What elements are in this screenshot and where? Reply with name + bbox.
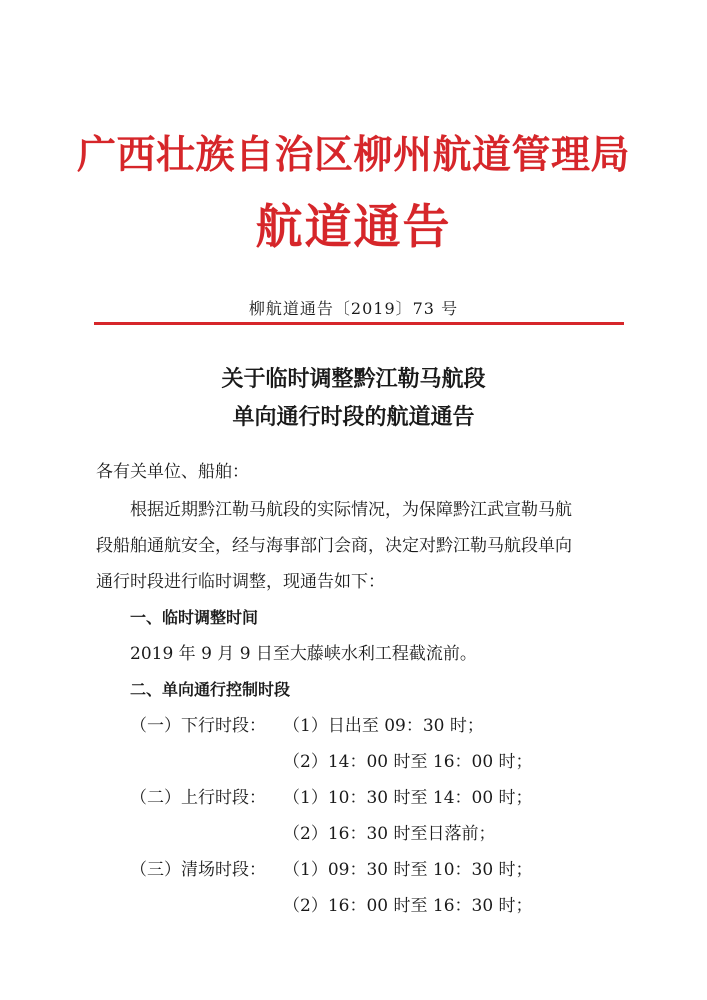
schedule-down-label: （一）下行时段： xyxy=(130,716,266,736)
document-title-line-1: 关于临时调整黔江勒马航段 xyxy=(221,366,486,392)
section-1-heading: 一、临时调整时间 xyxy=(130,608,259,627)
red-divider-line xyxy=(94,322,624,325)
schedule-down-slot-1: （1）日出至 09：30 时； xyxy=(283,716,484,736)
schedule-up-label: （二）上行时段： xyxy=(130,788,266,808)
section-1-text: 2019 年 9 月 9 日至大藤峡水利工程截流前。 xyxy=(130,644,477,664)
section-2-heading: 二、单向通行控制时段 xyxy=(130,680,291,699)
salutation: 各有关单位、船舶： xyxy=(96,462,249,482)
schedule-clear-label: （三）清场时段： xyxy=(130,860,266,880)
schedule-down-slot-2: （2）14：00 时至 16：00 时； xyxy=(283,752,533,772)
intro-paragraph-line-1: 根据近期黔江勒马航段的实际情况，为保障黔江武宣勒马航 xyxy=(130,500,572,520)
document-title xyxy=(0,360,707,436)
notice-type-title: 航道通告 xyxy=(255,200,452,255)
organization-title: 广西壮族自治区柳州航道管理局 xyxy=(76,133,630,178)
document-title-line-2: 单向通行时段的航道通告 xyxy=(232,404,475,430)
schedule-clear-slot-2: （2）16：00 时至 16：30 时； xyxy=(283,896,533,916)
schedule-up-slot-1: （1）10：30 时至 14：00 时； xyxy=(283,788,533,808)
schedule-clear-slot-1: （1）09：30 时至 10：30 时； xyxy=(283,860,533,880)
schedule-up-slot-2: （2）16：30 时至日落前； xyxy=(283,824,496,844)
intro-paragraph-line-3: 通行时段进行临时调整，现通告如下： xyxy=(96,572,385,592)
document-number: 柳航道通告〔2019〕73 号 xyxy=(248,299,459,318)
intro-paragraph-line-2: 段船舶通航安全，经与海事部门会商，决定对黔江勒马航段单向 xyxy=(96,536,572,556)
